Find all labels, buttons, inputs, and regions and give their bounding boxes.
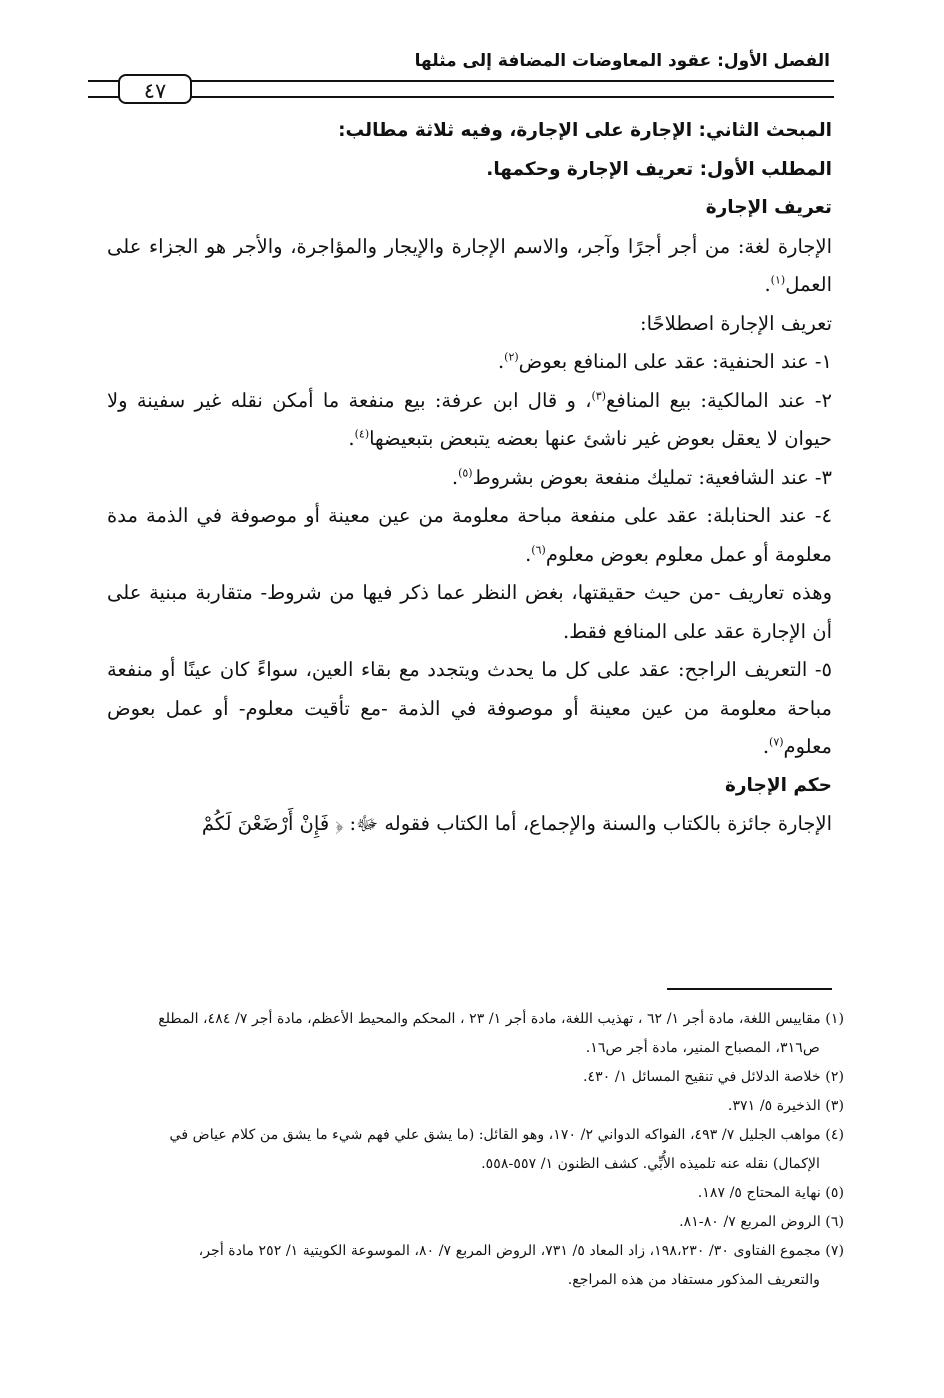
item-hanbali-tail: . [525, 542, 532, 566]
rajih-text: ٥- التعريف الراجح: عقد على كل ما يحدث ويتجدد مع بقاء العين، سواءً كان عينًا أو منفعة مباحة معلومة من عين معينة أو موصوفة في الذمة -مع تأقيت معلوم- أو عمل بعوض معلوم [107, 658, 832, 758]
footnote-separator [667, 988, 832, 990]
footnote-6: (٦) الروض المربع ٧/ ٨٠-٨١. [679, 1214, 844, 1230]
item-maliki [107, 382, 832, 459]
item-hanbali [107, 497, 832, 574]
item-shafii-text: ٣- عند الشافعية: تمليك منفعة بعوض بشروط [472, 465, 832, 489]
footnote-4-cont: الإكمال) نقله عنه تلميذه الأُبِّي. كشف الظنون ١/ ٥٥٧-٥٥٨. [481, 1156, 820, 1172]
footnote-ref-7: (٧) [769, 735, 784, 749]
footnote-ref-2: (٢) [504, 350, 519, 364]
footnote-7-cont: والتعريف المذكور مستفاد من هذه المراجع. [567, 1272, 820, 1288]
footnote-1-cont: ص٣١٦، المصباح المنير، مادة أجر ص١٦. [585, 1040, 820, 1056]
item-hanafi [107, 343, 832, 382]
lughah-text: الإجارة لغة: من أجر أجرًا وآجر، والاسم الإجارة والإيجار والمؤاجرة، والأجر هو الجزاء على العمل [107, 234, 832, 296]
footnote-5: (٥) نهاية المحتاج ٥/ ١٨٧. [697, 1185, 844, 1201]
item-maliki-end: . [348, 427, 355, 450]
footnote-ref-4: (٤) [354, 427, 370, 441]
item-hanafi-text: ١- عند الحنفية: عقد على المنافع بعوض [518, 350, 832, 373]
subsection-heading: المطلب الأول: تعريف الإجارة وحكمها. [486, 158, 832, 180]
main-text [107, 112, 832, 844]
footnote-7: (٧) مجموع الفتاوى ٣٠/ ١٩٨،٢٣٠، زاد المعاد ٥/ ٧٣١، الروض المربع ٧/ ٨٠، الموسوعة الكويتية ١/ ٢٥٢ مادة أجر، [198, 1243, 844, 1259]
header-rule-bottom [88, 96, 834, 98]
item-hanafi-tail: . [497, 350, 505, 373]
section-heading: المبحث الثاني: الإجارة على الإجارة، وفيه ثلاثة مطالب: [338, 120, 832, 141]
footnote-4: (٤) مواهب الجليل ٧/ ٤٩٣، الفواكه الدواني ٢/ ١٧٠، وهو القائل: (ما يشق علي فهم شيء ما يشق من كلام عياض في [169, 1127, 844, 1143]
footnotes [109, 1005, 844, 1295]
item-shafii [107, 459, 832, 498]
rajih-paragraph: ٥- التعريف الراجح: عقد على كل ما يحدث ويتجدد مع بقاء العين، سواءً كان عينًا أو منفعة مباحة معلومة من عين معينة أو موصوفة في الذمة -مع تأقيت معلوم- أو عمل بعوض معلوم$^{(٧)}$. [107, 658, 832, 758]
running-header-title: الفصل الأول: عقود المعاوضات المضافة إلى مثلها [414, 51, 830, 71]
istilah-heading: تعريف الإجارة اصطلاحًا: [640, 311, 832, 335]
footnote-3: (٣) الذخيرة ٥/ ٣٧١. [727, 1098, 844, 1114]
definition-heading: تعريف الإجارة [705, 197, 832, 218]
comment-paragraph: وهذه تعاريف -من حيث حقيقتها، بغض النظر عما ذكر فيها من شروط- متقاربة مبنية على أن الإجارة عقد على المنافع فقط. [107, 581, 832, 643]
footnote-2: (٢) خلاصة الدلائل في تنقيح المسائل ١/ ٤٣٠. [582, 1069, 844, 1085]
footnote-1: (١) مقاييس اللغة، مادة أجر ١/ ٦٢ ، تهذيب اللغة، مادة أجر ١/ ٢٣ ، المحكم والمحيط الأعظم، مادة أجر ٧/ ٤٨٤، المطلع [158, 1011, 844, 1027]
header-rule-top [88, 80, 834, 82]
page-number: ٤٧ [118, 74, 192, 104]
ruling-paragraph: الإجارة جائزة بالكتاب والسنة والإجماع، أما الكتاب فقوله ﷻ: ﴿ فَإِنْ أَرْضَعْنَ لَكُمْ [201, 812, 832, 835]
footnote-ref-6: (٦) [531, 543, 546, 556]
lughah-paragraph: الإجارة لغة: من أجر أجرًا وآجر، والاسم الإجارة والإيجار والمؤاجرة، والأجر هو الجزاء على العمل$^{(١)}$. [107, 234, 832, 296]
item-maliki-text: ٢- عند المالكية: بيع المنافع [606, 388, 832, 412]
item-shafii-tail: . [451, 465, 459, 489]
item-maliki-tail: ، و قال ابن عرفة: بيع منفعة ما أمكن نقله غير سفينة ولا حيوان لا يعقل بعوض غير ناشئ عنها بعضه يتبعض بتبعيضها [107, 388, 832, 450]
footnote-ref-5: (٥) [458, 466, 473, 479]
footnote-ref-3: (٣) [591, 389, 607, 402]
item-hanbali-text: ٤- عند الحنابلة: عقد على منفعة مباحة معلومة من عين معينة أو موصوفة في الذمة مدة معلومة أو عمل معلوم بعوض معلوم [107, 504, 832, 566]
ruling-heading: حكم الإجارة [724, 774, 832, 796]
footnote-ref-1: (١) [770, 273, 786, 287]
